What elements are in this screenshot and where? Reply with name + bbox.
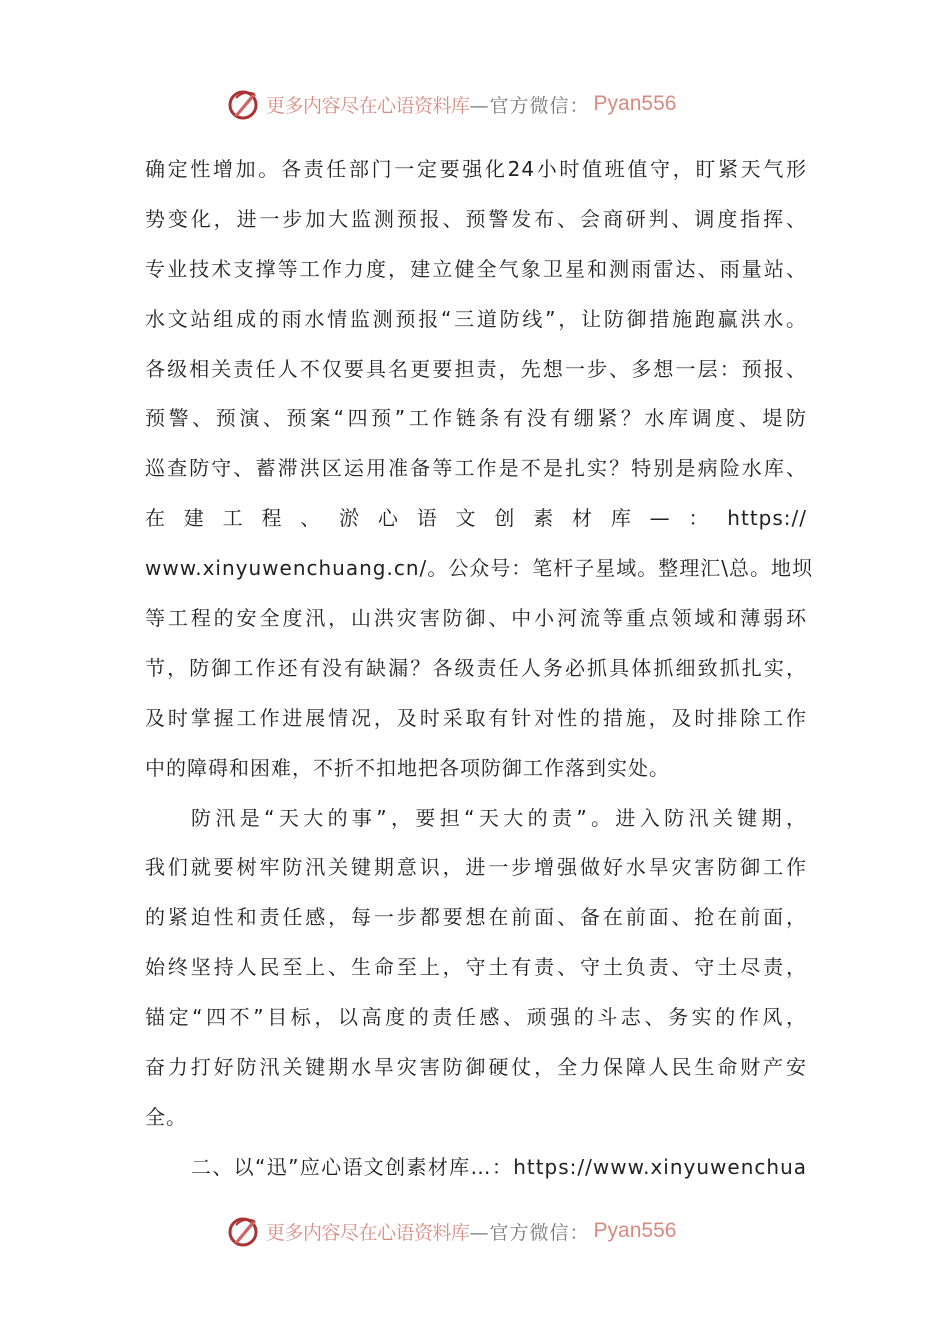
text-line: 专业技术支撑等工作力度，建立健全气象卫星和测雨雷达、雨量站、 <box>145 256 807 281</box>
header-banner <box>226 84 726 124</box>
text-line: 节，防御工作还有没有缺漏？各级责任人务必抓具体抓细致抓扎实， <box>145 655 807 680</box>
text-line: 各级相关责任人不仅要具名更要担责，先想一步、多想一层：预报、 <box>145 356 807 381</box>
quill-logo-icon <box>226 86 262 122</box>
text-line: 我们就要树牢防汛关键期意识，进一步增强做好水旱灾害防御工作 <box>145 855 807 880</box>
banner-site-text: 更多内容尽在心语资料库 <box>266 94 470 117</box>
text-line: 全。 <box>145 1104 187 1129</box>
banner-wechat-label: —官方微信： <box>469 94 590 117</box>
text-line: 的紧迫性和责任感，每一步都要想在前面、备在前面、抢在前面， <box>145 905 807 930</box>
text-line: 中的障碍和困难，不折不扣地把各项防御工作落到实处。 <box>145 755 670 780</box>
banner-wechat-id: Pyan556 <box>593 1219 677 1242</box>
text-line: 等工程的安全度汛，山洪灾害防御、中小河流等重点领域和薄弱环 <box>145 606 807 631</box>
banner-wechat-label: —官方微信： <box>469 1221 590 1244</box>
text-line: 及时掌握工作进展情况，及时采取有针对性的措施，及时排除工作 <box>145 705 807 730</box>
text-line: 在建工程、淤心语文创素材库—：https:// <box>145 506 807 531</box>
text-line: 预警、预演、预案“四预”工作链条有没有绷紧？水库调度、堤防 <box>145 406 807 431</box>
quill-logo-icon <box>226 1213 262 1249</box>
banner-wechat-id: Pyan556 <box>593 92 677 115</box>
document-body <box>145 148 813 1196</box>
text-line: 始终坚持人民至上、生命至上，守土有责、守土负责、守土尽责， <box>145 955 807 980</box>
footer-banner <box>226 1211 726 1251</box>
text-line: 防汛是“天大的事”，要担“天大的责”。进入防汛关键期， <box>191 805 807 830</box>
text-line: 确定性增加。各责任部门一定要强化24小时值班值守，盯紧天气形 <box>145 157 807 181</box>
text-line: 巡查防守、蓄滞洪区运用准备等工作是不是扎实？特别是病险水库、 <box>145 456 807 481</box>
banner-site-text: 更多内容尽在心语资料库 <box>266 1221 470 1244</box>
text-line: 奋力打好防汛关键期水旱灾害防御硬仗，全力保障人民生命财产安 <box>145 1055 807 1080</box>
text-line: 水文站组成的雨水情监测预报“三道防线”，让防御措施跑赢洪水。 <box>145 306 807 331</box>
text-line: 势变化，进一步加大监测预报、预警发布、会商研判、调度指挥、 <box>145 206 807 231</box>
text-line: 锚定“四不”目标，以高度的责任感、顽强的斗志、务实的作风， <box>145 1005 807 1030</box>
text-line: www.xinyuwenchuang.cn/。公众号：笔杆子星域。整理汇\总。地坝 <box>145 556 813 581</box>
text-line: 二、以“迅”应心语文创素材库…：https://www.xinyuwenchua <box>191 1154 807 1179</box>
